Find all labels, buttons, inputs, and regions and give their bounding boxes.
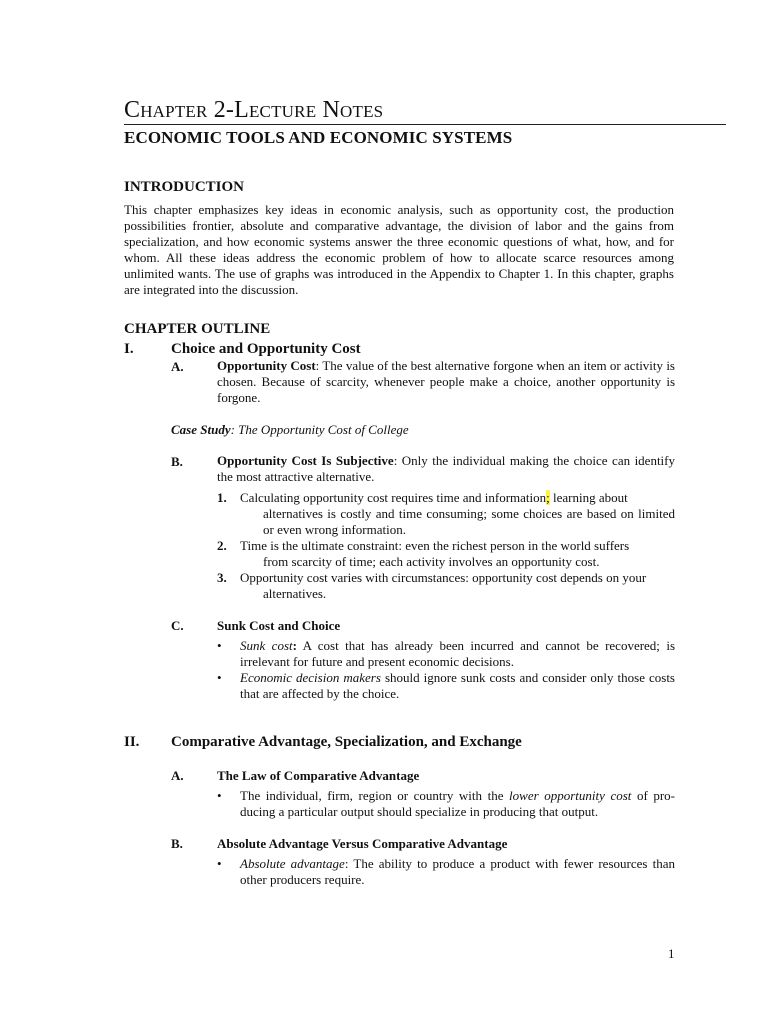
colon-mark: : bbox=[292, 638, 297, 653]
section-2-numeral: II. bbox=[124, 734, 140, 750]
introduction-paragraph: This chapter emphasizes key ideas in economic analysis, such as opportunity cost, the production possibilities frontier, absolute and comparative advantage, the division of labor and the gains from specialization, and how economic systems answer the three economic questions of what, how, and for whom. All these ideas address the economic problem of how to allocate scarce resources among unlimited wants. The use of graphs was introduced in the Appendix to Chapter 1. In this chapter, graphs are integrated into the discussion. bbox=[124, 202, 674, 297]
list-item bbox=[217, 490, 675, 538]
section-2a-letter: A. bbox=[171, 768, 184, 783]
list-number: 1. bbox=[217, 490, 227, 505]
bullet-text: A cost that has already been incurred and cannot be recovered; is irrelevant for future and present economic decisions. bbox=[240, 638, 676, 669]
list-item bbox=[217, 570, 675, 602]
bullet-item bbox=[217, 638, 675, 670]
bullet-icon: • bbox=[217, 788, 222, 803]
chapter-outline-heading: CHAPTER OUTLINE bbox=[124, 321, 271, 337]
absolute-advantage-term: Absolute advantage bbox=[240, 856, 345, 871]
bullet-item bbox=[217, 856, 675, 888]
section-2-title: Comparative Advantage, Specialization, and Exchange bbox=[171, 734, 522, 750]
subjective-term: Opportunity Cost Is Subjective bbox=[217, 453, 394, 468]
section-1-title: Choice and Opportunity Cost bbox=[171, 341, 361, 357]
list-text-rest: learning about bbox=[549, 490, 628, 505]
section-1b-text bbox=[217, 453, 675, 485]
section-1a-letter: A. bbox=[171, 359, 184, 374]
section-1c-title: Sunk Cost and Choice bbox=[217, 618, 341, 633]
subjective-definition: : Only the individual making the choice can identify the most attractive alternative. bbox=[217, 453, 675, 484]
bullet-icon: • bbox=[217, 856, 222, 871]
list-number: 2. bbox=[217, 538, 227, 553]
case-study-label: Case Study bbox=[171, 422, 231, 437]
list-text-continued: alternatives is costly and time consuming; some choices are based on limited or even wrong information. bbox=[263, 506, 675, 537]
bullet-icon: • bbox=[217, 638, 222, 653]
bullet-text-rest: of pro-ducing a particular output should specialize in producing that output. bbox=[240, 788, 675, 819]
list-number: 3. bbox=[217, 570, 227, 585]
list-text: Time is the ultimate constraint: even the richest person in the world suffers bbox=[240, 538, 630, 553]
bullet-text: should ignore sunk costs and consider only those costs that are affected by the choice. bbox=[240, 670, 675, 701]
introduction-heading: INTRODUCTION bbox=[124, 179, 245, 195]
bullet-text: : The ability to produce a product with fewer resources than other producers require. bbox=[240, 856, 675, 887]
section-1c-letter: C. bbox=[171, 618, 184, 633]
list-text: Calculating opportunity cost requires time and information bbox=[240, 490, 547, 505]
sunk-cost-term: Sunk cost bbox=[240, 638, 293, 653]
section-1b-letter: B. bbox=[171, 454, 183, 469]
opportunity-cost-term: Opportunity Cost bbox=[217, 358, 316, 373]
opportunity-cost-definition: : The value of the best alternative forgone when an item or activity is chosen. Because of scarcity, whenever people make a choice, another opportunity is forgone. bbox=[217, 358, 675, 405]
bullet-item bbox=[217, 670, 675, 702]
section-2b-title: Absolute Advantage Versus Comparative Advantage bbox=[217, 836, 508, 851]
section-1-numeral: I. bbox=[124, 341, 134, 357]
list-text: Opportunity cost varies with circumstances: opportunity cost depends on your bbox=[240, 570, 647, 585]
decision-makers-term: Economic decision makers bbox=[240, 670, 381, 685]
section-1a-text bbox=[217, 358, 675, 406]
chapter-title: Chapter 2-Lecture Notes bbox=[124, 96, 726, 125]
case-study-title: : The Opportunity Cost of College bbox=[230, 422, 409, 437]
bullet-text: The individual, firm, region or country with the bbox=[240, 788, 510, 803]
section-2b-letter: B. bbox=[171, 836, 183, 851]
list-text-continued: alternatives. bbox=[263, 586, 327, 601]
list-text-continued: from scarcity of time; each activity involves an opportunity cost. bbox=[263, 554, 600, 569]
section-2a-title: The Law of Comparative Advantage bbox=[217, 768, 420, 783]
bullet-item bbox=[217, 788, 675, 820]
bullet-icon: • bbox=[217, 670, 222, 685]
page-number: 1 bbox=[668, 946, 675, 961]
highlight-mark: ; bbox=[546, 490, 550, 505]
case-study bbox=[171, 422, 409, 438]
list-item bbox=[217, 538, 675, 570]
lower-opportunity-cost-term: lower opportunity cost bbox=[509, 788, 632, 803]
chapter-subtitle: ECONOMIC TOOLS AND ECONOMIC SYSTEMS bbox=[124, 128, 513, 147]
